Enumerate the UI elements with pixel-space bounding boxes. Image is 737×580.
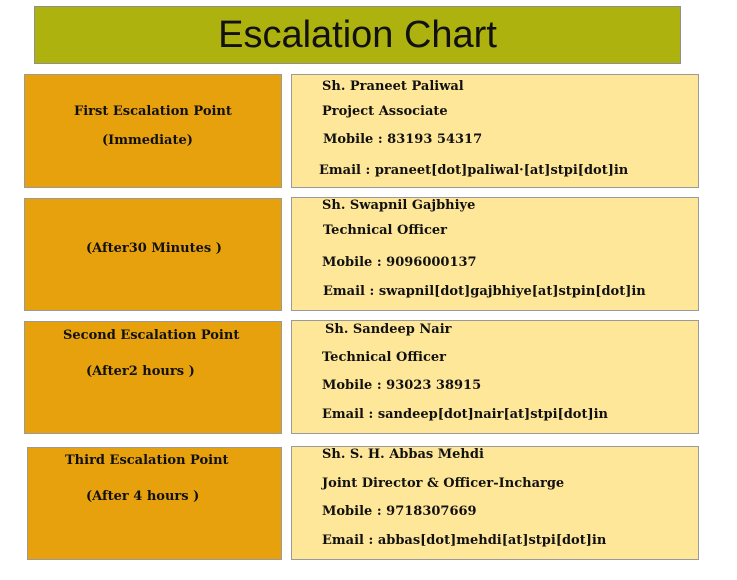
escalation-time-label: (Immediate) <box>102 133 193 148</box>
contact-mobile: Mobile : 9096000137 <box>322 255 477 270</box>
contact-name: Sh. Swapnil Gajbhiye <box>322 198 476 213</box>
contact-mobile: Mobile : 83193 54317 <box>323 132 483 147</box>
contact-mobile: Mobile : 93023 38915 <box>322 378 482 393</box>
contact-name: Sh. Praneet Paliwal <box>322 79 464 94</box>
contact-name: Sh. S. H. Abbas Mehdi <box>322 447 484 462</box>
escalation-point-label: Third Escalation Point <box>65 453 229 468</box>
escalation-time-label: (After2 hours ) <box>86 364 195 379</box>
contact-designation: Project Associate <box>322 104 448 119</box>
contact-email: Email : praneet[dot]paliwal·[at]stpi[dot]in <box>319 163 629 178</box>
contact-name: Sh. Sandeep Nair <box>325 322 452 337</box>
contact-designation: Technical Officer <box>323 223 447 238</box>
escalation-time-label: (After30 Minutes ) <box>86 241 222 256</box>
escalation-level-1-box <box>24 74 282 188</box>
title-banner <box>34 6 681 64</box>
page-title: Escalation Chart <box>218 13 497 56</box>
contact-email: Email : swapnil[dot]gajbhiye[at]stpin[dot]in <box>323 284 646 299</box>
contact-designation: Joint Director & Officer-Incharge <box>322 476 565 491</box>
contact-email: Email : sandeep[dot]nair[at]stpi[dot]in <box>322 407 608 422</box>
contact-mobile: Mobile : 9718307669 <box>322 504 477 519</box>
escalation-point-label: First Escalation Point <box>74 104 232 119</box>
contact-designation: Technical Officer <box>322 350 446 365</box>
escalation-point-label: Second Escalation Point <box>63 328 240 343</box>
contact-email: Email : abbas[dot]mehdi[at]stpi[dot]in <box>322 533 607 548</box>
escalation-time-label: (After 4 hours ) <box>86 489 200 504</box>
